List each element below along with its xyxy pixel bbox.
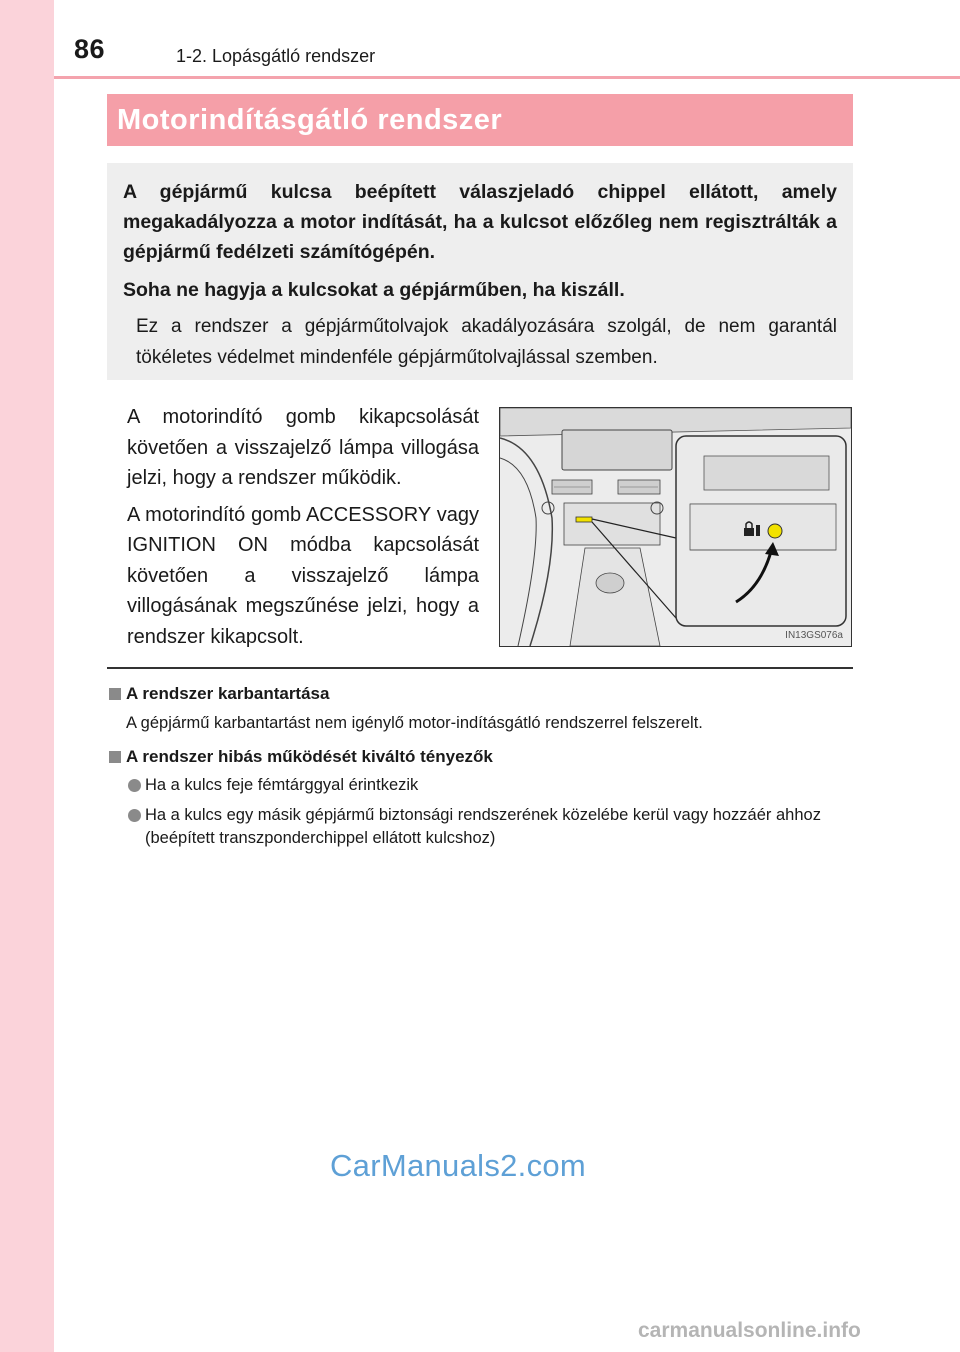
page-number: 86 (74, 34, 106, 64)
body-paragraph-1: A motorindító gomb kikapcsolását követően a visszajelző lámpa villogása jelzi, hogy a rendszer működik. (127, 406, 479, 489)
side-strip (0, 0, 54, 1352)
note-heading-text: A rendszer karbantartása (126, 684, 330, 703)
intro-paragraph-3: Ez a rendszer a gépjárműtolvajok akadályozására szolgál, de nem garantál tökéletes védelmet mindenféle gépjárműtolvajlással szemben. (136, 316, 837, 368)
chapter-title: 1-2. Lopásgátló rendszer (176, 46, 376, 66)
square-bullet-icon (109, 688, 121, 700)
section-title: Motorindításgátló rendszer (117, 103, 503, 136)
divider (107, 667, 853, 669)
watermark-carmanualsonline: carmanualsonline.info (638, 1319, 861, 1342)
square-bullet-icon (109, 751, 121, 763)
body-text (127, 402, 479, 658)
dashboard-illustration (499, 407, 852, 647)
section-banner (107, 94, 853, 146)
intro-warning: Soha ne hagyja a kulcsokat a gépjárműben, ha kiszáll. (123, 279, 625, 301)
body-paragraph-2: A motorindító gomb ACCESSORY vagy IGNITION ON módba kapcsolását követően a visszajelző lámpa villogásának megszűnése jelzi, hogy a rendszer kikapcsolt. (127, 503, 479, 648)
bullet-text: Ha a kulcs feje fémtárggyal érintkezik (145, 776, 419, 794)
note-heading-text: A rendszer hibás működését kiváltó tényezők (126, 747, 493, 766)
notes (107, 682, 853, 857)
note-heading-malfunction (107, 745, 853, 769)
dashboard-drawing (500, 408, 851, 646)
intro-box (107, 163, 853, 380)
bullet-item (107, 774, 853, 797)
bullet-item (107, 804, 853, 850)
round-bullet-icon (128, 809, 141, 822)
note-heading-maintenance (107, 682, 853, 706)
header-rule (54, 76, 960, 79)
bullet-text: Ha a kulcs egy másik gépjármű biztonsági rendszerének közelébe kerül vagy hozzáér ahhoz (beépített transzponderchippel ellátott kulcshoz) (145, 806, 821, 847)
watermark-carmanuals2: CarManuals2.com (330, 1148, 587, 1183)
round-bullet-icon (128, 779, 141, 792)
note-body-maintenance: A gépjármű karbantartást nem igénylő motor-indításgátló rendszerrel felszerelt. (126, 714, 703, 732)
figure-id: IN13GS076a (785, 630, 843, 641)
intro-paragraph-1: A gépjármű kulcsa beépített válaszjeladó chippel ellátott, amely megakadályozza a motor indítását, ha a kulcsot előzőleg nem regisztrálták a gépjármű fedélzeti számítógépén. (123, 181, 837, 263)
indicator-light-icon (768, 524, 782, 538)
